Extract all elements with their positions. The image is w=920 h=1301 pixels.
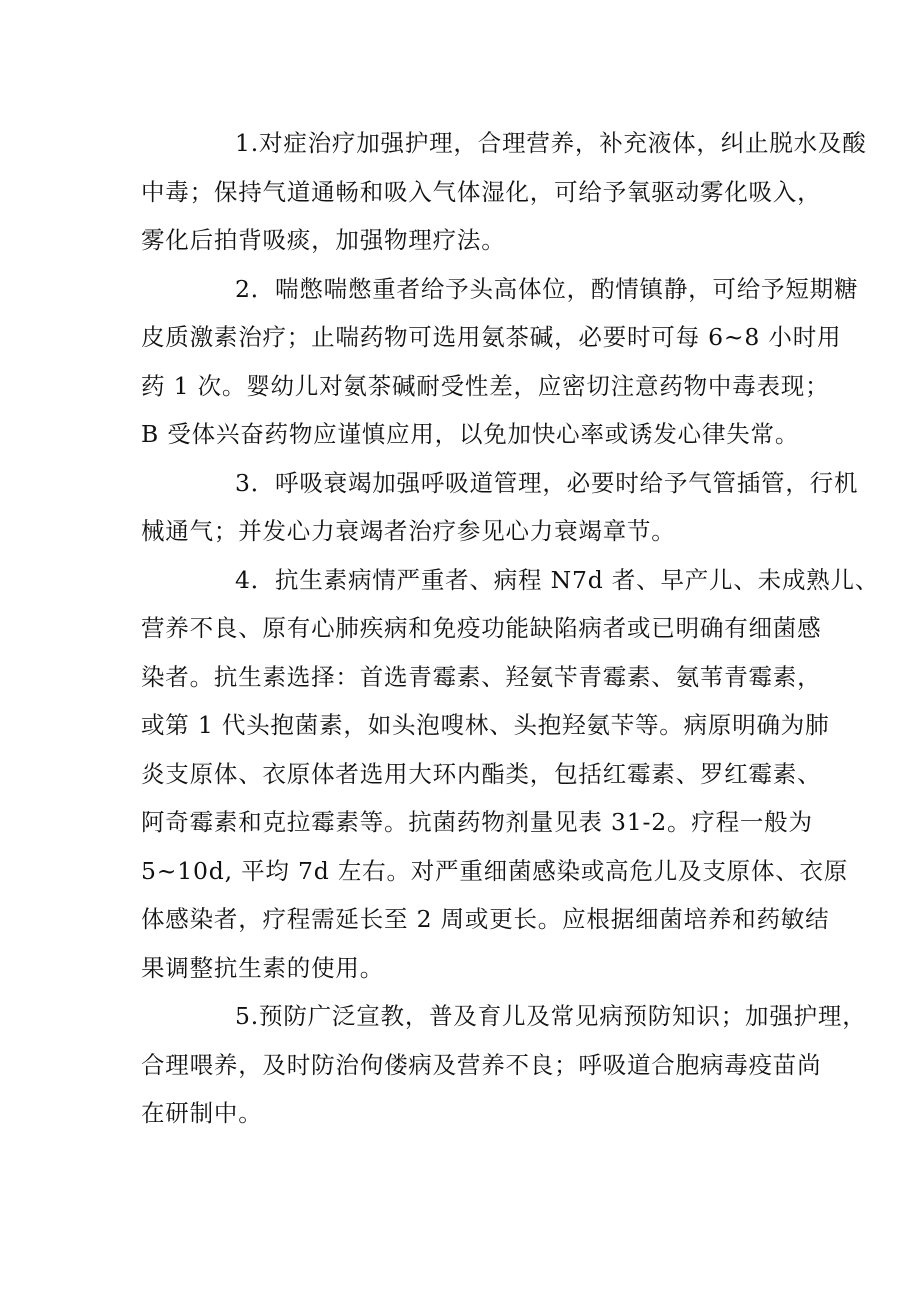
text-line: 5~10d, 平均 7d 左右。对严重细菌感染或高危儿及支原体、衣原: [141, 856, 849, 885]
text-line: 4．抗生素病情严重者、病程 N7d 者、早产儿、未成熟儿、: [235, 565, 880, 594]
text-line: 体感染者，疗程需延长至 2 周或更长。应根据细菌培养和药敏结: [141, 905, 830, 933]
text-line: 营养不良、原有心肺疾病和免疫功能缺陷病者或已明确有细菌感: [141, 614, 822, 642]
text-line: 或第 1 代头抱菌素，如头泡嗖林、头抱羟氨苄等。病原明确为肺: [141, 711, 830, 739]
text-line: 果调整抗生素的使用。: [141, 953, 384, 982]
document-body: [141, 119, 880, 1138]
text-line: 药 1 次。婴幼儿对氨茶碱耐受性差，应密切注意药物中毒表现；: [141, 371, 830, 400]
paragraph-5: [141, 992, 867, 1138]
text-line: 在研制中。: [141, 1099, 263, 1127]
paragraph-3: [141, 459, 859, 556]
text-line: 5.预防广泛宣教，普及育儿及常见病预防知识；加强护理，: [235, 1002, 867, 1030]
text-line: 阿奇霉素和克拉霉素等。抗菌药物剂量见表 31-2。疗程一般为: [141, 808, 813, 836]
text-line: 雾化后拍背吸痰，加强物理疗法。: [141, 226, 506, 254]
text-line: 1.对症治疗加强护理，合理营养，补充液体，纠止脱水及酸: [235, 129, 867, 157]
text-line: 械通气；并发心力衰竭者治疗参见心力衰竭章节。: [141, 517, 676, 545]
text-line: 合理喂养，及时防治佝偻病及营养不良；呼吸道合胞病毒疫苗尚: [141, 1050, 822, 1079]
text-line: 皮质激素治疗；止喘药物可选用氨茶碱，必要时可每 6~8 小时用: [141, 323, 842, 351]
paragraph-4: [141, 556, 880, 993]
text-line: 炎支原体、衣原体者选用大环内酯类，包括红霉素、罗红霉素、: [141, 759, 822, 788]
text-line: B 受体兴奋药物应谨慎应用，以免加快心率或诱发心律失常。: [141, 420, 800, 448]
text-line: 2．喘憋喘憋重者给予头高体位，酌情镇静，可给予短期糖: [235, 274, 859, 303]
text-line: 3．呼吸衰竭加强呼吸道管理，必要时给予气管插管，行机: [235, 468, 859, 497]
text-line: 染者。抗生素选择：首选青霉素、羟氨苄青霉素、氨苇青霉素，: [141, 662, 822, 691]
paragraph-1: [141, 119, 867, 265]
paragraph-2: [141, 265, 859, 459]
text-line: 中毒；保持气道通畅和吸入气体湿化，可给予氧驱动雾化吸入，: [141, 177, 822, 206]
